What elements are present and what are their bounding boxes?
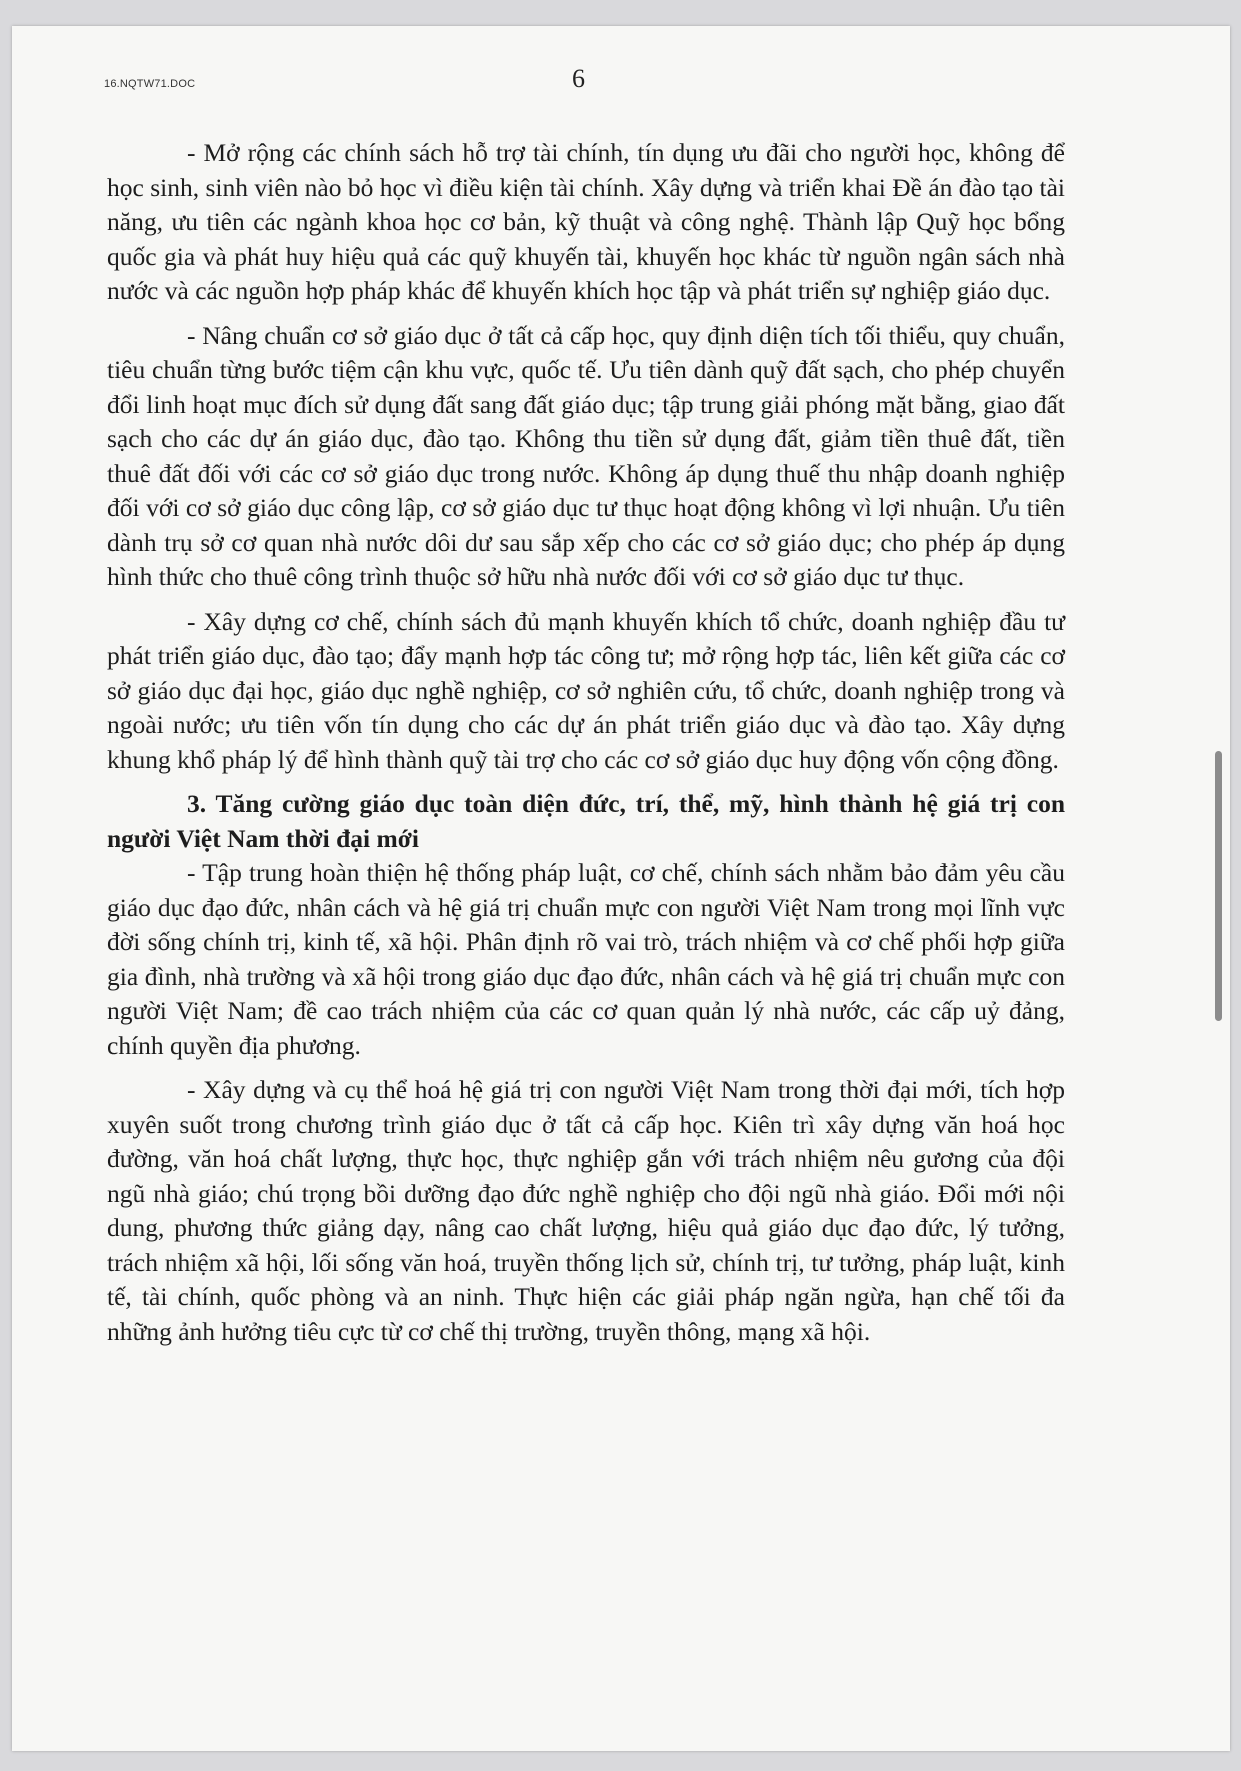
document-page xyxy=(12,26,1230,1751)
document-body xyxy=(107,136,1065,1359)
paragraph-financial-support: - Mở rộng các chính sách hỗ trợ tài chính, tín dụng ưu đãi cho người học, không để học sinh, sinh viên nào bỏ học vì điều kiện tài chính. Xây dựng và triển khai Đề án đào tạo tài năng, ưu tiên các ngành khoa học cơ bản, kỹ thuật và công nghệ. Thành lập Quỹ học bổng quốc gia và phát huy hiệu quả các quỹ khuyến tài, khuyến học khác từ nguồn ngân sách nhà nước và các nguồn hợp pháp khác để khuyến khích học tập và phát triển sự nghiệp giáo dục. xyxy=(107,138,1065,305)
document-code: 16.NQTW71.DOC xyxy=(104,78,196,90)
scrollbar-thumb[interactable] xyxy=(1215,751,1222,1021)
paragraph-investment-policy: - Xây dựng cơ chế, chính sách đủ mạnh khuyến khích tổ chức, doanh nghiệp đầu tư phát triển giáo dục, đào tạo; đẩy mạnh hợp tác công tư; mở rộng hợp tác, liên kết giữa các cơ sở giáo dục đại học, giáo dục nghề nghiệp, cơ sở nghiên cứu, tổ chức, doanh nghiệp trong và ngoài nước; ưu tiên vốn tín dụng cho các dự án phát triển giáo dục và đào tạo. Xây dựng khung khổ pháp lý để hình thành quỹ tài trợ cho các cơ sở giáo dục huy động vốn cộng đồng. xyxy=(107,606,1065,774)
page-number: 6 xyxy=(572,64,585,93)
paragraph-legal-framework: - Tập trung hoàn thiện hệ thống pháp luật, cơ chế, chính sách nhằm bảo đảm yêu cầu giáo dục đạo đức, nhân cách và hệ giá trị chuẩn mực con người Việt Nam trong mọi lĩnh vực đời sống chính trị, kinh tế, xã hội. Phân định rõ vai trò, trách nhiệm và cơ chế phối hợp giữa gia đình, nhà trường và xã hội trong giáo dục đạo đức, nhân cách và hệ giá trị chuẩn mực con người Việt Nam; đề cao trách nhiệm của các cơ quan quản lý nhà nước, các cấp uỷ đảng, chính quyền địa phương. xyxy=(107,858,1065,1060)
section-heading: 3. Tăng cường giáo dục toàn diện đức, trí, thể, mỹ, hình thành hệ giá trị con người Việt Nam thời đại mới xyxy=(107,789,1065,853)
paragraph-facility-standards: - Nâng chuẩn cơ sở giáo dục ở tất cả cấp học, quy định diện tích tối thiểu, quy chuẩn, tiêu chuẩn từng bước tiệm cận khu vực, quốc tế. Ưu tiên dành quỹ đất sạch, cho phép chuyển đổi linh hoạt mục đích sử dụng đất sang đất giáo dục; tập trung giải phóng mặt bằng, giao đất sạch cho các dự án giáo dục, đào tạo. Không thu tiền sử dụng đất, giảm tiền thuê đất, tiền thuê đất đối với các cơ sở giáo dục trong nước. Không áp dụng thuế thu nhập doanh nghiệp đối với cơ sở giáo dục công lập, cơ sở giáo dục tư thục hoạt động không vì lợi nhuận. Ưu tiên dành trụ sở cơ quan nhà nước dôi dư sau sắp xếp cho các cơ sở giáo dục; cho phép áp dụng hình thức cho thuê công trình thuộc sở hữu nhà nước đối với cơ sở giáo dục tư thục. xyxy=(107,320,1065,591)
paragraph-value-system: - Xây dựng và cụ thể hoá hệ giá trị con người Việt Nam trong thời đại mới, tích hợp xuyên suốt trong chương trình giáo dục ở tất cả cấp học. Kiên trì xây dựng văn hoá học đường, văn hoá chất lượng, thực học, thực nghiệp gắn với trách nhiệm nêu gương của đội ngũ nhà giáo; chú trọng bồi dưỡng đạo đức nghề nghiệp cho đội ngũ nhà giáo. Đổi mới nội dung, phương thức giảng dạy, nâng cao chất lượng, hiệu quả giáo dục đạo đức, lý tưởng, trách nhiệm xã hội, lối sống văn hoá, truyền thống lịch sử, chính trị, tư tưởng, pháp luật, kinh tế, tài chính, quốc phòng và an ninh. Thực hiện các giải pháp ngăn ngừa, hạn chế tối đa những ảnh hưởng tiêu cực từ cơ chế thị trường, truyền thông, mạng xã hội. xyxy=(107,1075,1065,1346)
